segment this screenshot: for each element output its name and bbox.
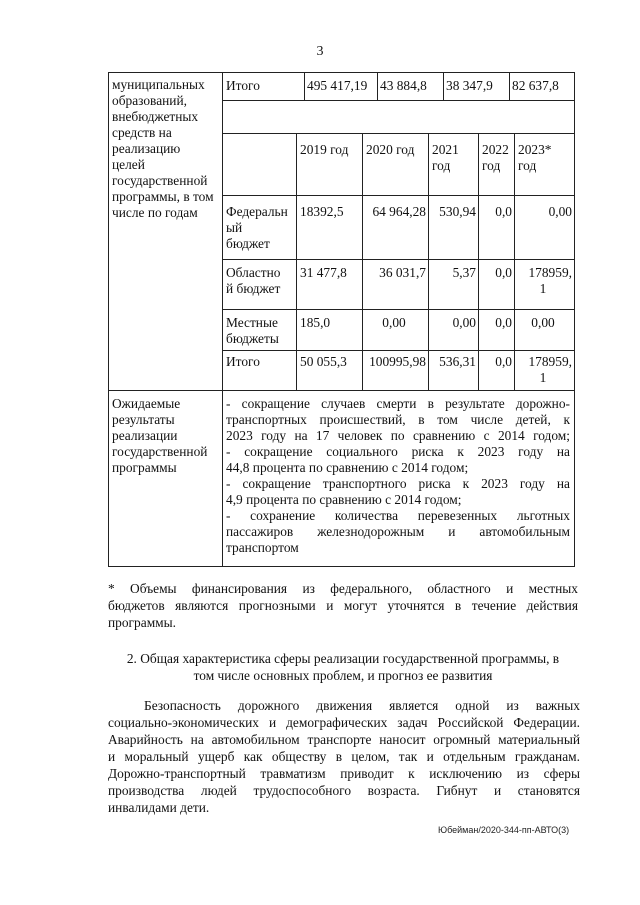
- row-label-local: Местные бюджеты: [226, 315, 279, 346]
- program-table: [108, 72, 575, 567]
- label-line: муниципальных: [112, 77, 205, 92]
- body-paragraph: Безопасность дорожного движения является одной из важных социально-экономических и демографических задач Российской Федерации. Аварийность на автомобильном транспорте наносит огромный материальный и моральный ущерб как обществу в целом, так и отдельным гражданам. Дорожно-транспортный травматизм приводит к исключению из сферы производства людей трудоспособного возраста. Гибнут и становятся инвалидами дети.: [108, 698, 580, 815]
- label-line: средств на: [112, 125, 172, 140]
- total-row-value: 38 347,9: [446, 78, 493, 93]
- cell-value: 530,94: [439, 204, 476, 219]
- year-header: 2021 год: [432, 142, 459, 173]
- page-number: 3: [316, 44, 324, 59]
- cell-value: 64 964,28: [372, 204, 426, 219]
- cell-value: 100995,98: [369, 354, 426, 369]
- cell-value: 536,31: [439, 354, 476, 369]
- cell-value: 178959, 1: [528, 265, 572, 296]
- row-label-federal: Федеральн ый бюджет: [226, 204, 288, 251]
- label-line: программы, в том: [112, 189, 214, 204]
- cell-value: 5,37: [452, 265, 476, 280]
- expected-results-text: - сокращение случаев смерти в результате дорожно- транспортных происшествий, в том числе детей, к 2023 году на 17 человек по сравнению с 2014 годом; - сокращение социального риска к 2023 году на 44,8 процента по сравнению с 2014 годом; - сокращение транспортного риска к 2023 году на 4,9 процента по сравнению с 2014 годом; - сохранение количества перевезенных льготных пассажиров железнодорожным и автомобильным транспортом: [226, 396, 570, 555]
- cell-value: 0,0: [495, 265, 512, 280]
- total-row-value: 82 637,8: [512, 78, 559, 93]
- funding-sources-label: [112, 77, 220, 221]
- year-header: 2022 год: [482, 142, 509, 173]
- label-line: числе по годам: [112, 205, 198, 220]
- cell-value: 31 477,8: [300, 265, 347, 280]
- label-line: реализацию: [112, 141, 181, 156]
- year-header: 2019 год: [300, 142, 349, 157]
- cell-value: 178959, 1: [528, 354, 572, 385]
- total-row-label: Итого: [226, 78, 260, 93]
- document-signature: Юбейман/2020-344-пп-АВТО(3): [438, 825, 570, 835]
- section-title: 2. Общая характеристика сферы реализации государственной программы, в том числе основных проблем, и прогноз ее развития: [126, 651, 560, 683]
- cell-value: 0,00: [548, 204, 572, 219]
- cell-value: 0,0: [495, 354, 512, 369]
- label-line: государственной: [112, 173, 208, 188]
- total-row-value: 43 884,8: [380, 78, 427, 93]
- label-line: целей: [112, 157, 145, 172]
- cell-value: 50 055,3: [300, 354, 347, 369]
- label-line: образований,: [112, 93, 187, 108]
- cell-value: 0,00: [452, 315, 476, 330]
- cell-value: 185,0: [300, 315, 331, 330]
- cell-value: 0,0: [495, 204, 512, 219]
- cell-value: 0,00: [382, 315, 406, 330]
- footnote: * Объемы финансирования из федерального, областного и местных бюджетов являются прогнозными и могут уточнятся в течение действия программы.: [108, 581, 578, 630]
- year-header: 2020 год: [366, 142, 415, 157]
- cell-value: 0,0: [495, 315, 512, 330]
- row-label-regional: Областно й бюджет: [226, 265, 281, 296]
- label-line: внебюджетных: [112, 109, 199, 124]
- row-label-total: Итого: [226, 354, 260, 369]
- year-header: 2023* год: [518, 142, 552, 173]
- expected-results-label: Ожидаемые результаты реализации государственной программы: [112, 396, 208, 475]
- cell-value: 18392,5: [300, 204, 344, 219]
- cell-value: 0,00: [531, 315, 555, 330]
- total-row-value: 495 417,19: [307, 78, 368, 93]
- cell-value: 36 031,7: [379, 265, 426, 280]
